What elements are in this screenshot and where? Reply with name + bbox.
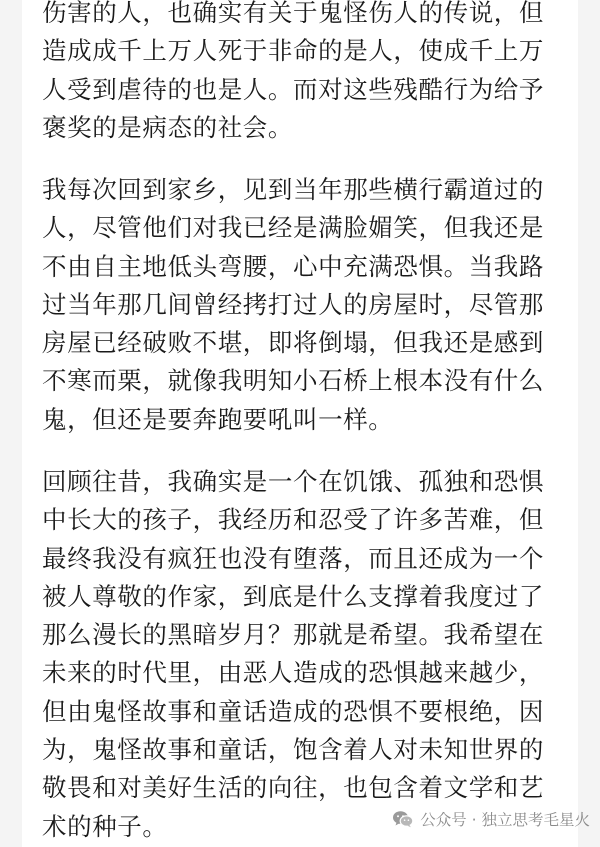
page-margin-left xyxy=(0,0,22,847)
article-paragraph-2: 我每次回到家乡，见到当年那些横行霸道过的 人，尽管他们对我已经是满脸媚笑，但我还是 不由自主地低头弯腰，心中充满恐惧。当我路 过当年那几间曾经拷打过人的房屋时，尽管那 房屋已经破败不堪，即将倒塌，但我还是感到 不寒而栗，就像我明知小石桥上根本没有什么 鬼，但还是要奔跑要吼叫一样。 xyxy=(42,175,544,434)
page-margin-right xyxy=(578,0,600,847)
article-paragraph-1: 伤害的人，也确实有关于鬼怪伤人的传说，但 造成成千上万人死于非命的是人，使成千上万 人受到虐待的也是人。而对这些残酷行为给予 褒奖的是病态的社会。 xyxy=(42,0,544,142)
watermark-text: 公众号 · 独立思考毛星火 xyxy=(420,811,590,829)
wechat-icon xyxy=(392,810,414,828)
source-watermark xyxy=(392,808,590,830)
article-paragraph-3: 回顾往昔，我确实是一个在饥饿、孤独和恐惧 中长大的孩子，我经历和忍受了许多苦难，但 最终我没有疯狂也没有堕落，而且还成为一个 被人尊敬的作家，到底是什么支撑着我度过了 那么漫长的黑暗岁月？那就是希望。我希望在 未来的时代里，由恶人造成的恐惧越来越少， 但由鬼怪故事和童话造成的恐惧不要根绝，因 为，鬼怪故事和童话，饱含着人对未知世界的 敬畏和对美好生活的向往，也包含着文学和艺 术的种子。 xyxy=(42,467,544,841)
article-body xyxy=(22,0,578,847)
